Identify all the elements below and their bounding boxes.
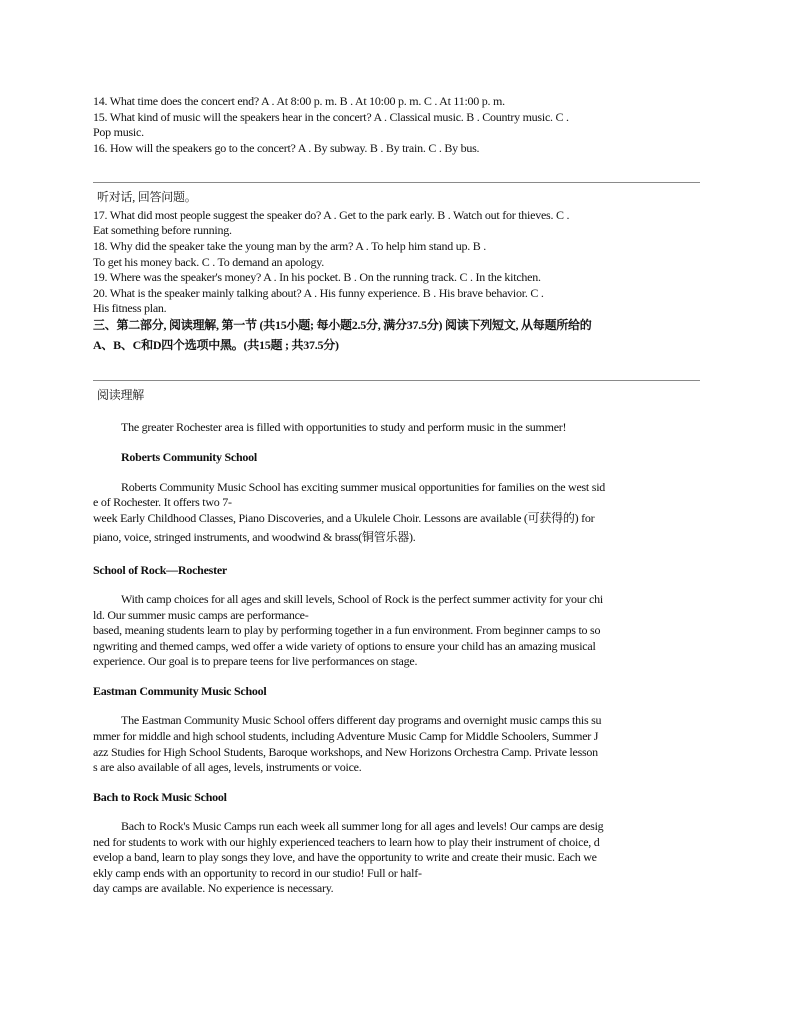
question-18: 18. Why did the speaker take the young man by the arm? A . To help him stand up. B . bbox=[93, 239, 486, 253]
paragraph-line: mmer for middle and high school students, including Adventure Music Camp for Middle Schoolers, Summer J bbox=[93, 729, 599, 743]
school-title-bach-to-rock: Bach to Rock Music School bbox=[93, 790, 227, 804]
paragraph-line: Roberts Community Music School has exciting summer musical opportunities for families on the west sid bbox=[121, 480, 606, 494]
paragraph-line: The Eastman Community Music School offers different day programs and overnight music camps this su bbox=[121, 713, 602, 727]
part3-heading-cont: A、B、C和D四个选项中黑。(共15题 ; 共37.5分) bbox=[93, 338, 339, 352]
paragraph-line: day camps are available. No experience is necessary. bbox=[93, 881, 334, 895]
paragraph-line: piano, voice, stringed instruments, and woodwind & brass(铜管乐器). bbox=[93, 530, 416, 544]
reading-intro: The greater Rochester area is filled with opportunities to study and perform music in the summer! bbox=[121, 420, 567, 434]
school-title-roberts: Roberts Community School bbox=[121, 450, 258, 464]
paragraph-line: With camp choices for all ages and skill levels, School of Rock is the perfect summer activity for your chi bbox=[121, 592, 603, 606]
part3-heading: 三、第二部分, 阅读理解, 第一节 (共15小题; 每小题2.5分, 满分37.5分) 阅读下列短文, 从每题所给的 bbox=[93, 318, 592, 332]
paragraph-line: s are also available of all ages, levels, instruments or voice. bbox=[93, 760, 362, 774]
school-title-school-of-rock: School of Rock—Rochester bbox=[93, 563, 227, 577]
paragraph-line: ned for students to work with our highly experienced teachers to learn how to play their instrument of choice, d bbox=[93, 835, 600, 849]
paragraph-line: ngwriting and themed camps, wed offer a wide variety of options to ensure your child has an amazing musical bbox=[93, 639, 596, 653]
paragraph-line: ekly camp ends with an opportunity to record in our studio! Full or half- bbox=[93, 866, 422, 880]
school-title-eastman: Eastman Community Music School bbox=[93, 684, 267, 698]
question-18-cont: To get his money back. C . To demand an apology. bbox=[93, 255, 324, 269]
paragraph-line: Bach to Rock's Music Camps run each week all summer long for all ages and levels! Our camps are desig bbox=[121, 819, 604, 833]
question-14: 14. What time does the concert end? A . At 8:00 p. m. B . At 10:00 p. m. C . At 11:00 p. m. bbox=[93, 94, 505, 108]
question-17-cont: Eat something before running. bbox=[93, 223, 232, 237]
listening-section-label: 听对话, 回答问题。 bbox=[97, 190, 197, 204]
paragraph-line: e of Rochester. It offers two 7- bbox=[93, 495, 232, 509]
section-divider bbox=[93, 182, 700, 183]
question-19: 19. Where was the speaker's money? A . In his pocket. B . On the running track. C . In the kitchen. bbox=[93, 270, 541, 284]
question-20-cont: His fitness plan. bbox=[93, 301, 167, 315]
paragraph-line: evelop a band, learn to play songs they love, and have the opportunity to write and create their music. Each we bbox=[93, 850, 597, 864]
paragraph-line: week Early Childhood Classes, Piano Discoveries, and a Ukulele Choir. Lessons are available (可获得的) for bbox=[93, 511, 595, 525]
paragraph-line: based, meaning students learn to play by performing together in a fun environment. From beginner camps to so bbox=[93, 623, 601, 637]
paragraph-line: experience. Our goal is to prepare teens for live performances on stage. bbox=[93, 654, 418, 668]
paragraph-line: ld. Our summer music camps are performance- bbox=[93, 608, 309, 622]
question-17: 17. What did most people suggest the speaker do? A . Get to the park early. B . Watch out for thieves. C . bbox=[93, 208, 570, 222]
question-20: 20. What is the speaker mainly talking about? A . His funny experience. B . His brave behavior. C . bbox=[93, 286, 544, 300]
reading-section-label: 阅读理解 bbox=[97, 388, 145, 402]
question-15-cont: Pop music. bbox=[93, 125, 144, 139]
paragraph-line: azz Studies for High School Students, Baroque workshops, and New Horizons Orchestra Camp. Private lesson bbox=[93, 745, 598, 759]
question-16: 16. How will the speakers go to the concert? A . By subway. B . By train. C . By bus. bbox=[93, 141, 480, 155]
question-15: 15. What kind of music will the speakers hear in the concert? A . Classical music. B . Country music. C . bbox=[93, 110, 569, 124]
section-divider bbox=[93, 380, 700, 381]
